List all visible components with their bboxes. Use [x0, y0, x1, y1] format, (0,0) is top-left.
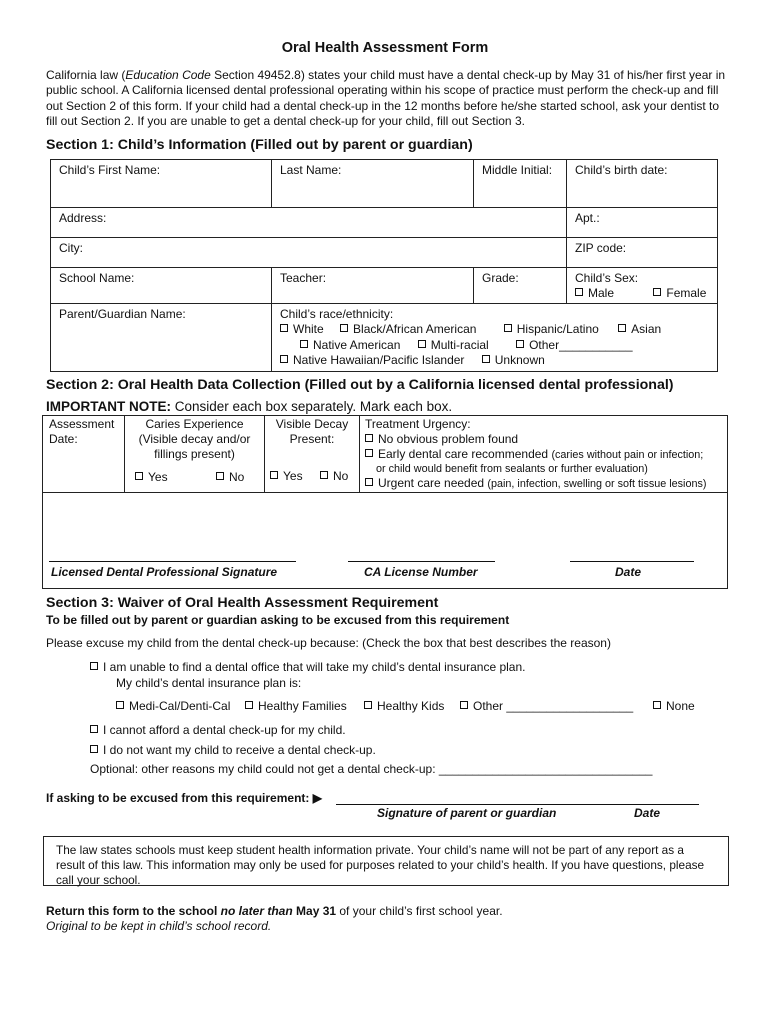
hawaiian-option[interactable]: Native Hawaiian/Pacific Islander [280, 353, 464, 367]
guardian-name-field[interactable]: Parent/Guardian Name: [51, 304, 272, 372]
caries-yes[interactable]: Yes [135, 470, 168, 484]
parent-date-label: Date [634, 806, 661, 820]
reason-insurance-option[interactable]: I am unable to find a dental office that will take my child’s dental insurance plan. [90, 660, 525, 674]
sex-field [567, 268, 718, 304]
license-number-label: CA License Number [364, 565, 478, 579]
middle-initial-field[interactable]: Middle Initial: [474, 160, 567, 208]
black-option[interactable]: Black/African American [340, 322, 476, 336]
excuse-intro: Please excuse my child from the dental check-up because: (Check the box that best describes the reason) [46, 636, 611, 650]
apt-field[interactable]: Apt.: [567, 208, 718, 238]
caries-label: Caries Experience (Visible decay and/or fillings present) [138, 417, 251, 461]
last-name-field[interactable]: Last Name: [272, 160, 474, 208]
grade-field[interactable]: Grade: [474, 268, 567, 304]
native-american-option[interactable]: Native American [300, 338, 400, 352]
parent-signature-label: Signature of parent or guardian [377, 806, 557, 820]
no-plan-option[interactable]: None [653, 699, 695, 713]
section1-heading: Section 1: Child’s Information (Filled out by parent or guardian) [46, 137, 473, 153]
form-title: Oral Health Assessment Form [281, 40, 489, 56]
dental-signature-label: Licensed Dental Professional Signature [51, 565, 278, 579]
urgency-label: Treatment Urgency: [365, 417, 471, 431]
checkbox[interactable] [653, 288, 661, 296]
privacy-notice-box [43, 836, 729, 886]
urgency-urgent-option[interactable]: Urgent care needed (pain, infection, swelling or soft tissue lesions) [365, 476, 706, 492]
asian-option[interactable]: Asian [618, 322, 661, 336]
parent-signature-line[interactable] [336, 804, 699, 805]
intro-text-2: Section 49452.8) states your child must have a dental check-up by May 31 of his/her first year in public school. A California licensed dental professional operating within his scope of practice must perform the check-up and fill out Section 2 of this form. If your child had a dental check-up in the 12 months before he/she started school, ask your dentist to fill out Section 2. If you are unable to get a dental check-up for your child, fill out Section 3. [46, 68, 726, 128]
urgency-early-option[interactable]: Early dental care recommended (caries without pain or infection; [365, 447, 706, 463]
female-option[interactable]: Female [653, 286, 706, 300]
healthy-kids-option[interactable]: Healthy Kids [364, 699, 444, 713]
address-field[interactable]: Address: [51, 208, 567, 238]
treatment-urgency: Treatment Urgency: No obvious problem found Early dental care recommended (caries without pain or infection; or child would benefit from sealants or further evaluation) Urgent care needed (pain, infection, swelling or soft tissue lesions) [365, 417, 707, 490]
race-field [272, 304, 718, 372]
privacy-notice: The law states schools must keep student health information private. Your child’s name will not be part of any report as a result of this law. This information may only be used for purposes related to your child’s health. If you have questions, please call your school. [56, 843, 705, 887]
section3-heading: Section 3: Waiver of Oral Health Assessment Requirement [46, 595, 439, 611]
assessment-date-label: Assessment Date: [49, 417, 115, 446]
return-instructions: Return this form to the school no later than May 31 of your child’s first school year. [46, 904, 503, 918]
urgency-none-option[interactable]: No obvious problem found [365, 432, 706, 447]
teacher-field[interactable]: Teacher: [272, 268, 474, 304]
race-label: Child’s race/ethnicity: [280, 307, 394, 321]
medi-cal-option[interactable]: Medi-Cal/Denti-Cal [116, 699, 230, 713]
excused-signature-prompt: If asking to be excused from this requirement: ▶ [46, 791, 322, 805]
caries-no[interactable]: No [216, 470, 244, 484]
section3-subheading: To be filled out by parent or guardian asking to be excused from this requirement [46, 613, 510, 627]
original-record-note: Original to be kept in child’s school record. [46, 919, 272, 933]
intro-paragraph [46, 68, 726, 129]
checkbox[interactable] [575, 288, 583, 296]
intro-code: Education Code [125, 68, 211, 82]
hispanic-option[interactable]: Hispanic/Latino [504, 322, 599, 336]
dental-date-line[interactable] [570, 561, 694, 562]
other-race-option[interactable]: Other___________ [516, 338, 632, 352]
zip-field[interactable]: ZIP code: [567, 238, 718, 268]
reason-refuse-option[interactable]: I do not want my child to receive a dental check-up. [90, 743, 376, 757]
intro-text-1: California law ( [46, 68, 126, 82]
reason-afford-option[interactable]: I cannot afford a dental check-up for my child. [90, 723, 346, 737]
dental-data-box [42, 415, 728, 589]
section2-heading: Section 2: Oral Health Data Collection (Filled out by a California licensed dental professional) [46, 377, 674, 393]
birth-date-field[interactable]: Child’s birth date: [567, 160, 718, 208]
male-option[interactable]: Male [575, 286, 614, 300]
sex-label: Child’s Sex: [575, 271, 639, 285]
optional-reason-field[interactable]: Optional: other reasons my child could not get a dental check-up: ________________________________ [90, 762, 653, 776]
school-name-field[interactable]: School Name: [51, 268, 272, 304]
other-plan-option[interactable]: Other ___________________ [460, 699, 633, 713]
city-field[interactable]: City: [51, 238, 567, 268]
license-number-line[interactable] [348, 561, 495, 562]
first-name-field[interactable]: Child’s First Name: [51, 160, 272, 208]
insurance-plan-label: My child’s dental insurance plan is: [116, 676, 302, 690]
white-option[interactable]: White [280, 322, 324, 336]
decay-yes[interactable]: Yes [270, 469, 303, 483]
important-note: IMPORTANT NOTE: Consider each box separately. Mark each box. [46, 399, 453, 414]
multiracial-option[interactable]: Multi-racial [418, 338, 489, 352]
healthy-families-option[interactable]: Healthy Families [245, 699, 347, 713]
dental-date-label: Date [615, 565, 642, 579]
visible-decay-label: Visible Decay Present: [275, 417, 349, 446]
unknown-option[interactable]: Unknown [482, 353, 545, 367]
child-info-table [50, 159, 718, 372]
dental-signature-line[interactable] [49, 561, 296, 562]
decay-no[interactable]: No [320, 469, 348, 483]
